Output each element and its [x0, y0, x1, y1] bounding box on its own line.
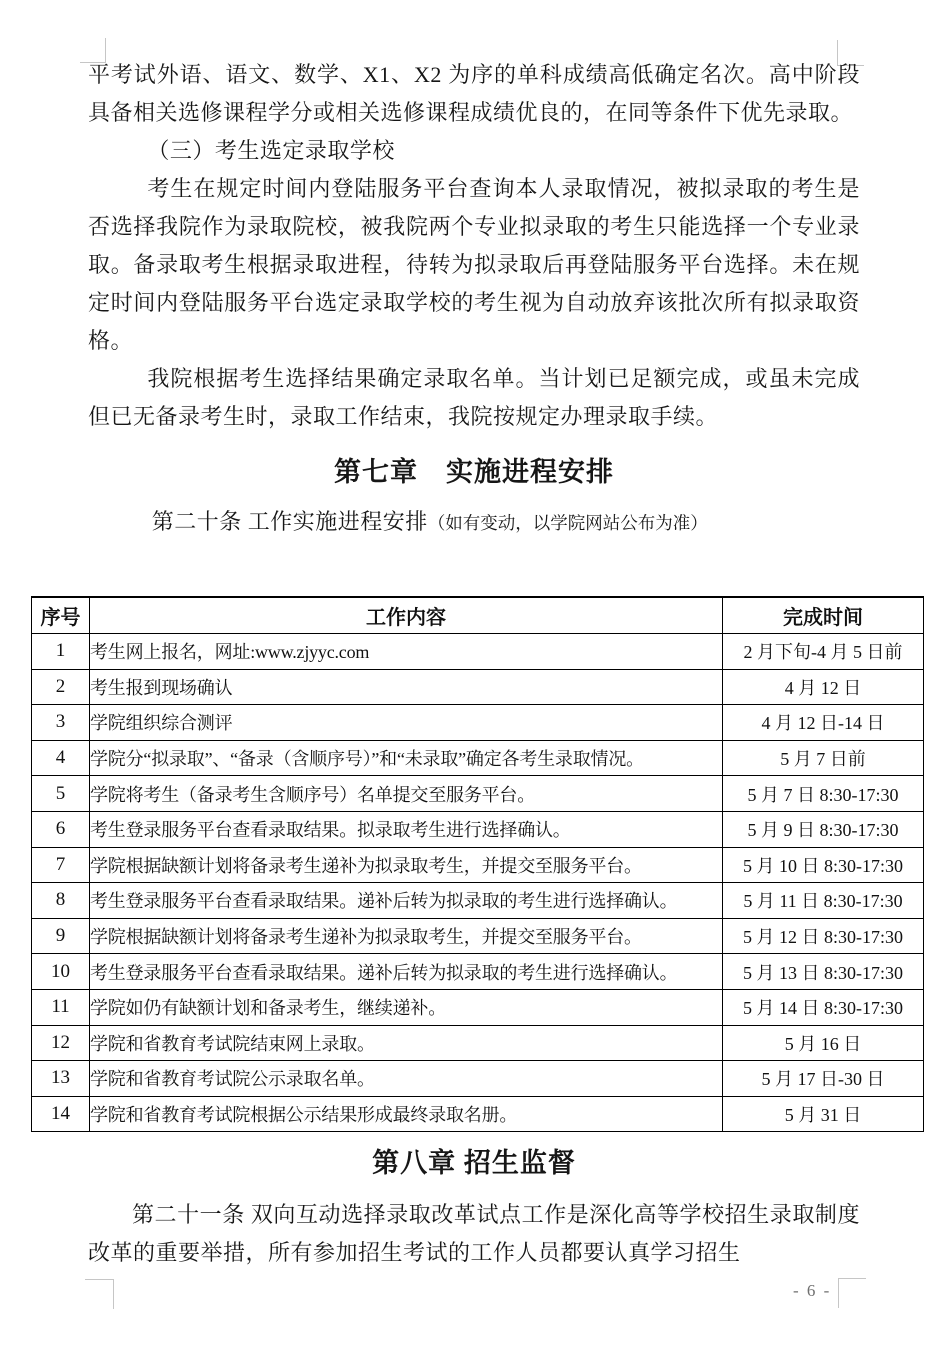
- table-row: [32, 1096, 924, 1132]
- table-cell: 3: [32, 705, 90, 741]
- table-row: [32, 918, 924, 954]
- sub-item-heading: （三）考生选定录取学校: [147, 138, 395, 163]
- table-cell: 6: [32, 811, 90, 847]
- schedule-table-body: [32, 634, 924, 1132]
- table-header-row: [32, 597, 924, 634]
- table-cell: 5 月 9 日 8:30-17:30: [723, 811, 924, 847]
- table-row: [32, 883, 924, 919]
- page-number: - 6 -: [793, 1281, 832, 1300]
- crop-mark-bottom-right: [838, 1278, 866, 1308]
- table-row: [32, 1025, 924, 1061]
- table-cell: 7: [32, 847, 90, 883]
- crop-mark-bottom-left: [85, 1279, 114, 1309]
- table-cell: 5 月 7 日前: [723, 740, 924, 776]
- paragraph-candidate-selection: 考生在规定时间内登陆服务平台查询本人录取情况，被拟录取的考生是否选择我院作为录取院校，被我院两个专业拟录取的考生只能选择一个专业录取。备录取考生根据录取进程，待转为拟录取后再登陆服务平台选择。未在规定时间内登陆服务平台选定录取学校的考生视为自动放弃该批次所有拟录取资格。: [88, 176, 860, 353]
- table-cell: 考生报到现场确认: [90, 669, 723, 705]
- table-cell: 2 月下旬-4 月 5 日前: [723, 634, 924, 670]
- paragraph-carryover: 平考试外语、语文、数学、X1、X2 为序的单科成绩高低确定名次。高中阶段具备相关选修课程学分或相关选修课程成绩优良的，在同等条件下优先录取。: [88, 62, 860, 125]
- table-cell: 12: [32, 1025, 90, 1061]
- table-cell: 5 月 16 日: [723, 1025, 924, 1061]
- table-cell: 考生登录服务平台查看录取结果。拟录取考生进行选择确认。: [90, 811, 723, 847]
- table-cell: 14: [32, 1096, 90, 1132]
- header-cell-deadline: 完成时间: [723, 597, 924, 634]
- article-20-label: 第二十条 工作实施进程安排: [151, 509, 428, 534]
- table-row: [32, 740, 924, 776]
- article-20-line: [88, 503, 860, 542]
- table-cell: 11: [32, 989, 90, 1025]
- table-cell: 学院根据缺额计划将备录考生递补为拟录取考生，并提交至服务平台。: [90, 847, 723, 883]
- table-cell: 4 月 12 日-14 日: [723, 705, 924, 741]
- schedule-table-header: [32, 597, 924, 634]
- table-cell: 学院和省教育考试院结束网上录取。: [90, 1025, 723, 1061]
- table-cell: 5 月 12 日 8:30-17:30: [723, 918, 924, 954]
- table-cell: 4: [32, 740, 90, 776]
- table-cell: 10: [32, 954, 90, 990]
- table-cell: 5 月 17 日-30 日: [723, 1061, 924, 1097]
- table-cell: 学院根据缺额计划将备录考生递补为拟录取考生，并提交至服务平台。: [90, 918, 723, 954]
- page-body: [88, 56, 860, 548]
- paragraph-admission-list: 我院根据考生选择结果确定录取名单。当计划已足额完成，或虽未完成但已无备录考生时，录取工作结束，我院按规定办理录取手续。: [88, 366, 860, 429]
- table-cell: 5: [32, 776, 90, 812]
- table-cell: 学院组织综合测评: [90, 705, 723, 741]
- table-row: [32, 776, 924, 812]
- table-cell: 考生网上报名，网址:www.zjyyc.com: [90, 634, 723, 670]
- table-row: [32, 954, 924, 990]
- table-row: [32, 811, 924, 847]
- table-cell: 学院和省教育考试院根据公示结果形成最终录取名册。: [90, 1096, 723, 1132]
- table-row: [32, 634, 924, 670]
- table-cell: 5 月 11 日 8:30-17:30: [723, 883, 924, 919]
- table-cell: 4 月 12 日: [723, 669, 924, 705]
- table-cell: 学院如仍有缺额计划和备录考生，继续递补。: [90, 989, 723, 1025]
- table-cell: 5 月 13 日 8:30-17:30: [723, 954, 924, 990]
- table-cell: 5 月 10 日 8:30-17:30: [723, 847, 924, 883]
- header-cell-task: 工作内容: [90, 597, 723, 634]
- table-row: [32, 1061, 924, 1097]
- table-row: [32, 989, 924, 1025]
- table-row: [32, 669, 924, 705]
- table-cell: 2: [32, 669, 90, 705]
- paragraph-article-21: 第二十一条 双向互动选择录取改革试点工作是深化高等学校招生录取制度改革的重要举措，所有参加招生考试的工作人员都要认真学习招生: [88, 1202, 860, 1265]
- table-cell: 考生登录服务平台查看录取结果。递补后转为拟录取的考生进行选择确认。: [90, 883, 723, 919]
- table-cell: 学院将考生（备录考生含顺序号）名单提交至服务平台。: [90, 776, 723, 812]
- chapter-8-title: 第八章 招生监督: [372, 1148, 576, 1178]
- header-cell-seq: 序号: [32, 597, 90, 634]
- schedule-table: [31, 596, 924, 1132]
- table-cell: 5 月 7 日 8:30-17:30: [723, 776, 924, 812]
- table-cell: 考生登录服务平台查看录取结果。递补后转为拟录取的考生进行选择确认。: [90, 954, 723, 990]
- table-row: [32, 847, 924, 883]
- table-row: [32, 705, 924, 741]
- article-20-note: （如有变动，以学院网站公布为准）: [427, 513, 708, 533]
- table-cell: 9: [32, 918, 90, 954]
- table-cell: 学院分“拟录取”、“备录（含顺序号）”和“未录取”确定各考生录取情况。: [90, 740, 723, 776]
- table-cell: 学院和省教育考试院公示录取名单。: [90, 1061, 723, 1097]
- table-cell: 13: [32, 1061, 90, 1097]
- table-cell: 5 月 31 日: [723, 1096, 924, 1132]
- table-cell: 5 月 14 日 8:30-17:30: [723, 989, 924, 1025]
- table-cell: 8: [32, 883, 90, 919]
- chapter-7-title: 第七章 实施进程安排: [334, 457, 614, 487]
- table-cell: 1: [32, 634, 90, 670]
